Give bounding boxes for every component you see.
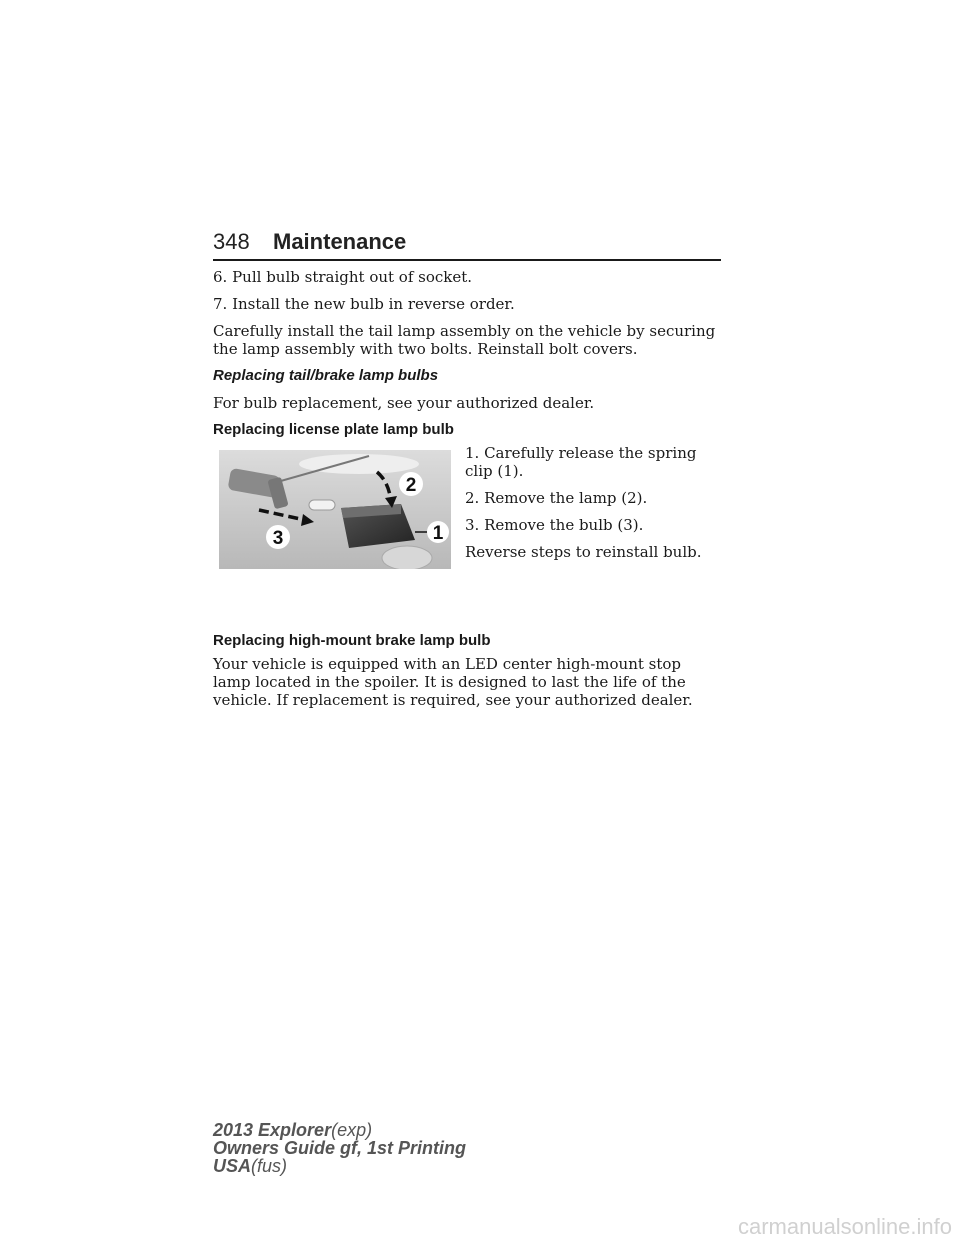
footer-model: 2013 Explorer bbox=[213, 1120, 332, 1140]
callout-2: 2 bbox=[405, 475, 417, 496]
tail-brake-body: For bulb replacement, see your authorized dealer. bbox=[213, 394, 595, 412]
license-steps bbox=[465, 444, 725, 570]
watermark: carmanualsonline.info bbox=[737, 1214, 952, 1239]
page-header bbox=[213, 229, 721, 261]
tail-lamp-paragraph: Carefully install the tail lamp assembly on the vehicle by securing the lamp assembly with two bolts. Reinstall bolt covers. bbox=[213, 322, 716, 358]
page-content bbox=[213, 268, 723, 718]
license-figure-row bbox=[213, 444, 723, 624]
step-6: 6. Pull bulb straight out of socket. bbox=[213, 268, 473, 286]
license-lamp-illustration bbox=[219, 450, 451, 569]
high-mount-heading: Replacing high-mount brake lamp bulb bbox=[213, 632, 491, 649]
header-rule bbox=[213, 259, 721, 261]
license-step-1: 1. Carefully release the spring clip (1). bbox=[465, 444, 697, 480]
footer-line-2 bbox=[213, 1139, 466, 1157]
license-step-3: 3. Remove the bulb (3). bbox=[465, 516, 644, 534]
footer-market-code: (fus) bbox=[251, 1156, 288, 1176]
tail-brake-heading: Replacing tail/brake lamp bulbs bbox=[213, 367, 439, 384]
high-mount-body: Your vehicle is equipped with an LED center high-mount stop lamp located in the spoiler. It is designed to last the life of the vehicle. If replacement is required, see your authorized dealer. bbox=[213, 655, 693, 709]
section-title: Maintenance bbox=[273, 229, 407, 254]
footer-guide: Owners Guide gf, 1st Printing bbox=[213, 1138, 467, 1158]
footer-model-code: (exp) bbox=[331, 1120, 373, 1140]
license-heading: Replacing license plate lamp bulb bbox=[213, 421, 454, 438]
footer-market: USA bbox=[213, 1156, 252, 1176]
step-7: 7. Install the new bulb in reverse order. bbox=[213, 295, 515, 313]
callout-3: 3 bbox=[272, 528, 284, 549]
footer-line-3 bbox=[213, 1157, 466, 1175]
page-number: 348 bbox=[213, 229, 250, 254]
page-footer bbox=[213, 1121, 466, 1175]
license-reverse-step: Reverse steps to reinstall bulb. bbox=[465, 543, 702, 561]
footer-line-1 bbox=[213, 1121, 466, 1139]
license-step-2: 2. Remove the lamp (2). bbox=[465, 489, 648, 507]
callout-1: 1 bbox=[432, 523, 444, 544]
